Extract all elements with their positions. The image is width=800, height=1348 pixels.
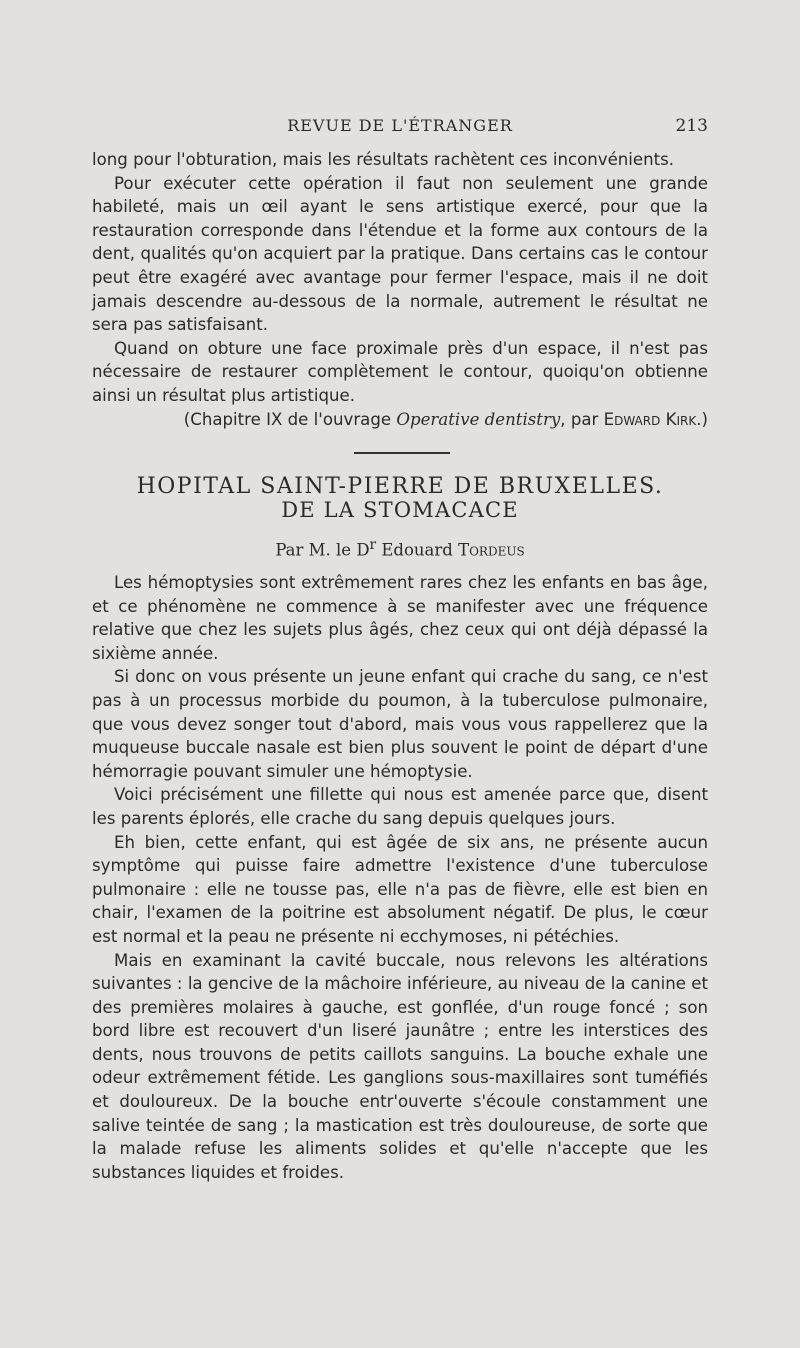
article-title: HOPITAL SAINT-PIERRE DE BRUXELLES.	[136, 474, 664, 499]
cited-work: Operative dentistry	[396, 409, 561, 429]
paragraph: long pour l'obturation, mais les résultats rachètent ces inconvénients.	[92, 150, 675, 169]
byline-prefix: Par M. le D	[275, 540, 370, 560]
article-byline	[92, 537, 708, 560]
article-body	[92, 571, 708, 1184]
paragraph: Eh bien, cette enfant, qui est âgée de six ans, ne présente aucun symptôme qui puisse faire admettre l'existence d'une tuberculose pulmonaire : elle ne tousse pas, elle n'a pas de fièvre, elle est bien en chair, l'examen de la poitrine est absolument négatif. De plus, le cœur est normal et la peau ne présente ni ecchymoses, ni pétéchies.	[92, 832, 708, 946]
paragraph: Pour exécuter cette opération il faut non seulement une grande habileté, mais un œil ayant le sens artistique exercé, pour que la restauration corresponde dans l'étendue et la forme aux contours de la dent, qualités qu'on acquiert par la pratique. Dans certains cas le contour peut être exagéré avec avantage pour fermer l'espace, mais il ne doit jamais descendre au-dessous de la normale, autrement le résultat ne sera pas satisfaisant.	[92, 173, 708, 335]
byline-surname: Tordeus	[458, 540, 525, 560]
section-continued-text	[92, 148, 708, 431]
paragraph: Si donc on vous présente un jeune enfant qui crache du sang, ce n'est pas à un processus morbide du poumon, à la tuberculose pulmonaire, que vous devez songer tout d'abord, mais vous vous rappellerez que la muqueuse buccale nasale est bien plus souvent le point de départ d'une hémorragie pouvant simuler une hémoptysie.	[92, 667, 708, 781]
byline-superscript: r	[369, 537, 377, 553]
citation	[92, 408, 708, 432]
paragraph: Mais en examinant la cavité buccale, nous relevons les altérations suivantes : la gencive de la mâchoire inférieure, au niveau de la canine et des premières molaires à gauche, est gonflée, d'un rouge foncé ; son bord libre est recouvert d'un liseré jaunâtre ; entre les interstices des dents, nous trouvons de petits caillots sanguins. La bouche exhale une odeur extrêmement fétide. Les ganglions sous-maxillaires sont tuméfiés et douloureux. De la bouche entr'ouverte s'écoule constamment une salive teintée de sang ; la mastication est très douloureuse, de sorte que la malade refuse les aliments solides et qu'elle n'accepte que les substances liquides et froides.	[92, 950, 708, 1182]
cited-author: Edward Kirk	[603, 409, 697, 429]
citation-prefix: (Chapitre IX de l'ouvrage	[183, 409, 397, 429]
article-subtitle: DE LA STOMACACE	[281, 498, 519, 522]
paragraph: Les hémoptysies sont extrêmement rares chez les enfants en bas âge, et ce phénomène ne commence à se manifester avec une fréquence relative que chez les sujets plus âgés, chez ceux qui ont déjà dépassé la sixième année.	[92, 573, 708, 663]
page-header	[92, 116, 708, 140]
paragraph: Quand on obture une face proximale près d'un espace, il n'est pas nécessaire de restaurer complètement le contour, quoiqu'on obtienne ainsi un résultat plus artistique.	[92, 338, 708, 405]
section-divider	[354, 452, 450, 454]
byline-name: Edouard	[376, 540, 459, 560]
running-head: REVUE DE L'ÉTRANGER	[287, 116, 513, 135]
paragraph: Voici précisément une fillette qui nous est amenée parce que, disent les parents éplorés, elle crache du sang depuis quelques jours.	[92, 785, 708, 828]
citation-close: .)	[696, 409, 708, 429]
citation-suffix: , par	[560, 409, 604, 429]
page-number: 213	[675, 116, 708, 136]
